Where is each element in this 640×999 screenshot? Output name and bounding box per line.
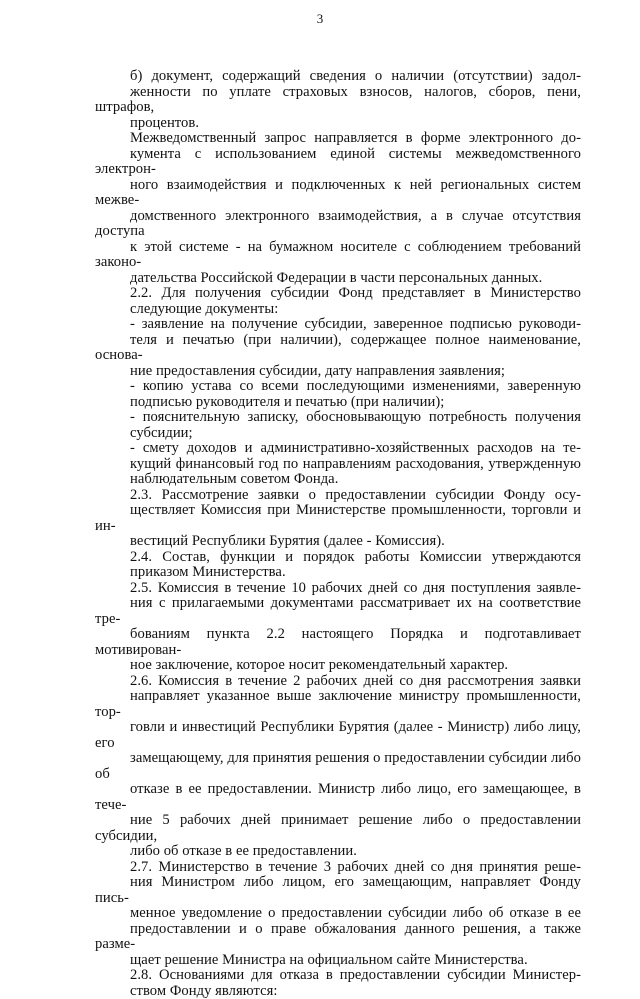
text-line: приказом Министерства. — [95, 565, 581, 581]
text-line: 2.6. Комиссия в течение 2 рабочих дней со дня рассмотрения заявки — [95, 674, 581, 690]
text-line: процентов. — [95, 116, 581, 132]
text-line: дательства Российской Федерации в части персональных данных. — [95, 271, 581, 287]
text-line: Межведомственный запрос направляется в форме электронного до- — [95, 131, 581, 147]
text-line: отказе в ее предоставлении. Министр либо лицо, его замещающее, в тече- — [95, 782, 581, 813]
text-line: ством Фонду являются: — [95, 984, 581, 999]
paragraph — [95, 441, 581, 488]
text-line: вестиций Республики Бурятия (далее - Комиссия). — [95, 534, 581, 550]
text-line: 2.4. Состав, функции и порядок работы Комиссии утверждаются — [95, 550, 581, 566]
paragraph — [95, 379, 581, 410]
text-line: ного взаимодействия и подключенных к ней региональных систем межве- — [95, 178, 581, 209]
document-body — [95, 69, 581, 999]
text-line: - заявление на получение субсидии, заверенное подписью руководи- — [95, 317, 581, 333]
text-line: - копию устава со всеми последующими изменениями, заверенную — [95, 379, 581, 395]
text-line: говли и инвестиций Республики Бурятия (далее - Министр) либо лицу, его — [95, 720, 581, 751]
paragraph — [95, 69, 581, 131]
paragraph — [95, 550, 581, 581]
text-line: 2.2. Для получения субсидии Фонд представляет в Министерство — [95, 286, 581, 302]
text-line: предоставлении и о праве обжалования данного решения, а также разме- — [95, 922, 581, 953]
paragraph — [95, 410, 581, 441]
paragraph — [95, 131, 581, 286]
paragraph — [95, 286, 581, 317]
text-line: кумента с использованием единой системы межведомственного электрон- — [95, 147, 581, 178]
paragraph — [95, 317, 581, 379]
text-line: ние 5 рабочих дней принимает решение либо о предоставлении субсидии, — [95, 813, 581, 844]
text-line: 2.8. Основаниями для отказа в предоставлении субсидии Министер- — [95, 968, 581, 984]
paragraph — [95, 581, 581, 674]
text-line: бованиям пункта 2.2 настоящего Порядка и подготавливает мотивирован- — [95, 627, 581, 658]
page-number: 3 — [0, 11, 640, 27]
text-line: менное уведомление о предоставлении субсидии либо об отказе в ее — [95, 906, 581, 922]
paragraph — [95, 674, 581, 860]
paragraph — [95, 488, 581, 550]
text-line: домственного электронного взаимодействия, а в случае отсутствия доступа — [95, 209, 581, 240]
text-line: следующие документы: — [95, 302, 581, 318]
text-line: б) документ, содержащий сведения о наличии (отсутствии) задол- — [95, 69, 581, 85]
text-line: ния с прилагаемыми документами рассматривает их на соответствие тре- — [95, 596, 581, 627]
text-line: теля и печатью (при наличии), содержащее полное наименование, основа- — [95, 333, 581, 364]
paragraph — [95, 860, 581, 969]
text-line: замещающему, для принятия решения о предоставлении субсидии либо об — [95, 751, 581, 782]
text-line: ния Министром либо лицом, его замещающим, направляет Фонду пись- — [95, 875, 581, 906]
text-line: кущий финансовый год по направлениям расходования, утвержденную — [95, 457, 581, 473]
text-line: ние предоставления субсидии, дату направления заявления; — [95, 364, 581, 380]
text-line: щает решение Министра на официальном сайте Министерства. — [95, 953, 581, 969]
text-line: - пояснительную записку, обосновывающую потребность получения — [95, 410, 581, 426]
text-line: направляет указанное выше заключение министру промышленности, тор- — [95, 689, 581, 720]
text-line: к этой системе - на бумажном носителе с соблюдением требований законо- — [95, 240, 581, 271]
text-line: 2.7. Министерство в течение 3 рабочих дней со дня принятия реше- — [95, 860, 581, 876]
paragraph — [95, 968, 581, 999]
text-line: 2.3. Рассмотрение заявки о предоставлении субсидии Фонду осу- — [95, 488, 581, 504]
text-line: женности по уплате страховых взносов, налогов, сборов, пени, штрафов, — [95, 85, 581, 116]
text-line: подписью руководителя и печатью (при наличии); — [95, 395, 581, 411]
text-line: ное заключение, которое носит рекомендательный характер. — [95, 658, 581, 674]
text-line: 2.5. Комиссия в течение 10 рабочих дней со дня поступления заявле- — [95, 581, 581, 597]
text-line: субсидии; — [95, 426, 581, 442]
text-line: ществляет Комиссия при Министерстве промышленности, торговли и ин- — [95, 503, 581, 534]
text-line: наблюдательным советом Фонда. — [95, 472, 581, 488]
text-line: либо об отказе в ее предоставлении. — [95, 844, 581, 860]
text-line: - смету доходов и административно-хозяйственных расходов на те- — [95, 441, 581, 457]
